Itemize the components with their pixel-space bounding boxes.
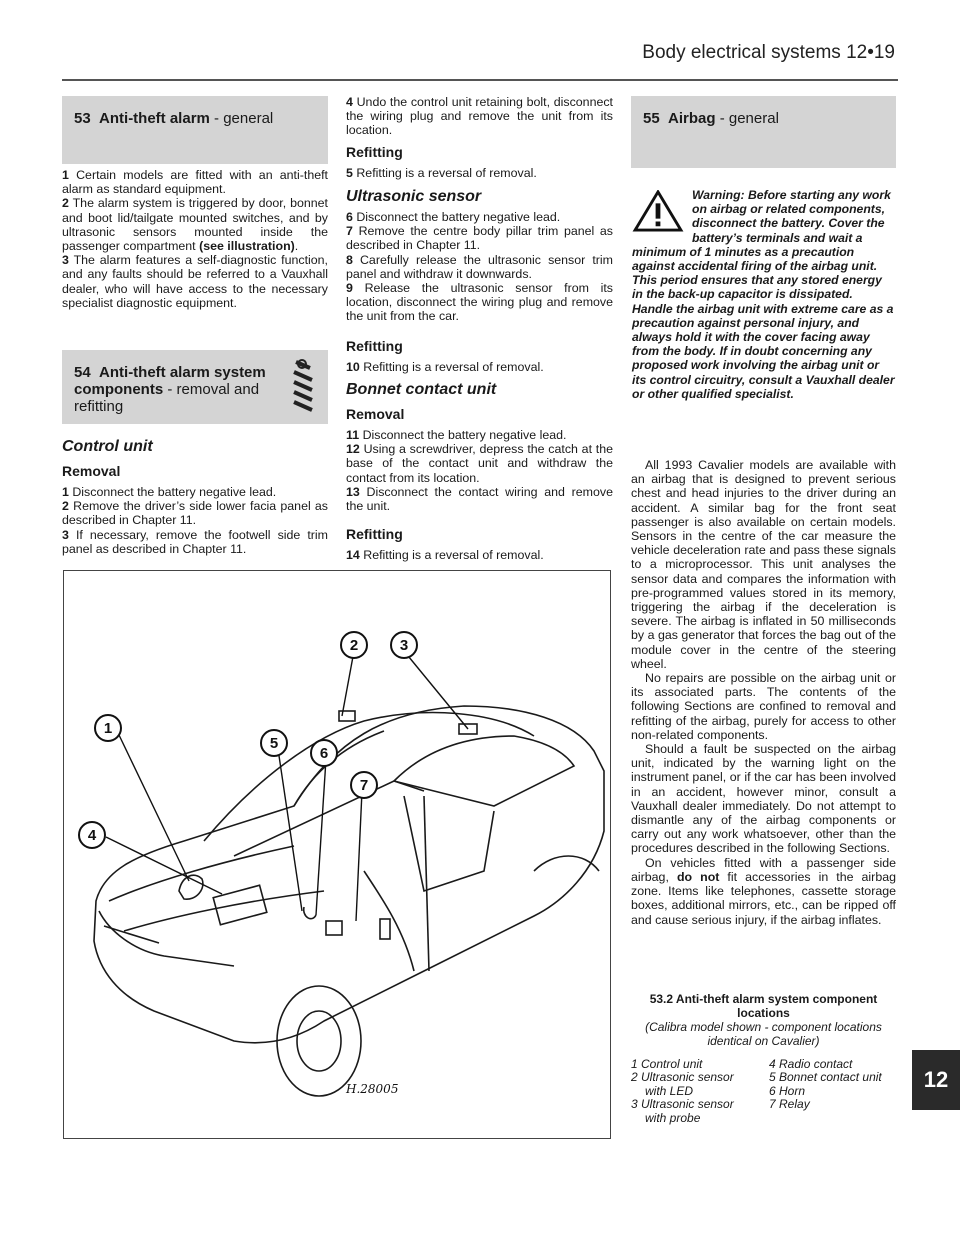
ultrasonic-steps: [346, 210, 613, 324]
paragraph: 11 Disconnect the battery negative lead.: [346, 428, 567, 442]
airbag-warning: Warning: Before starting any work on airbag or related components, disconnect the battery. Cover the battery’s terminals and wait a minimum of 1 minutes as a precaution against accidental firing of the airbag unit. This period ensures that any stored energy in the back-up capacitor is dissipated. Handle the airbag unit with extreme care as a precaution against personal injury, and always hold it with the cover facing away from the body. If in doubt concerning any proposed work involving the airbag unit or its control circuitry, consult a Vauxhall dealer or other qualified specialist.: [632, 188, 895, 401]
paragraph: 1 Certain models are fitted with an anti-theft alarm as standard equipment.: [62, 168, 328, 197]
heading-refitting: Refitting: [346, 526, 403, 542]
callout-7: 7: [359, 777, 369, 794]
header-rule: [62, 79, 898, 81]
paragraph: 3 If necessary, remove the footwell side trim panel as described in Chapter 11.: [62, 527, 328, 556]
callout-2: 2: [349, 637, 359, 654]
control-unit-steps: [62, 485, 328, 556]
callout-5: 5: [269, 735, 279, 752]
heading-refitting: Refitting: [346, 144, 403, 160]
section-54-heading: 54 Anti-theft alarm system components - removal and refitting: [62, 350, 328, 424]
callout-1: 1: [103, 720, 113, 737]
refit-step-10: 10 Refitting is a reversal of removal.: [346, 360, 544, 374]
section-53-heading: 53 Anti-theft alarm - general: [62, 96, 328, 164]
heading-ultrasonic-sensor: Ultrasonic sensor: [346, 188, 482, 205]
refit-step-5: 5 Refitting is a reversal of removal.: [346, 166, 537, 180]
paragraph: No repairs are possible on the airbag unit or its associated parts. The contents of the following Sections are confined to removal and refitting of the airbag, purely for access to other non-related components.: [631, 671, 896, 742]
page-header: Body electrical systems 12•19: [642, 42, 895, 63]
figure-caption: [631, 992, 896, 1048]
section-53-body: [62, 168, 328, 310]
car-line-drawing: [64, 571, 610, 1138]
callout-3: 3: [399, 637, 409, 654]
paragraph: On vehicles fitted with a passenger side airbag, do not fit accessories in the airbag zone. Items like telephones, cassette storage boxes, additional mirrors, etc., can be ripped off and cause serious injury, if the airbag inflates.: [631, 855, 896, 927]
heading-refitting: Refitting: [346, 338, 403, 354]
paragraph: Should a fault be suspected on the airbag unit, indicated by the warning light on the instrument panel, or if the car has been involved in an accident, however minor, consult a Vauxhall dealer immediately. Do not attempt to dismantle any of the airbag components or carry out any work whatsoever, other than the procedures described in the following Sections.: [631, 742, 896, 856]
section-55-heading: 55 Airbag - general: [631, 96, 896, 168]
legend-right: 4 Radio contact 5 Bonnet contact unit 6 Horn 7 Relay: [769, 1057, 882, 1112]
paragraph: 3 The alarm features a self-diagnostic function, and any faults should be referred to a Vauxhall dealer, who will have access to the necessary specialist diagnostic equipment.: [62, 253, 328, 310]
chapter-tab: 12: [912, 1050, 960, 1110]
heading-control-unit: Control unit: [62, 438, 153, 455]
heading-removal: Removal: [346, 406, 405, 422]
heading-removal: Removal: [62, 463, 121, 479]
airbag-body: [631, 458, 896, 927]
refit-step-14: 14 Refitting is a reversal of removal.: [346, 548, 544, 562]
figure-car-illustration: [63, 570, 611, 1139]
heading-bonnet-contact-unit: Bonnet contact unit: [346, 381, 497, 398]
paragraph: 13 Disconnect the contact wiring and remove the unit.: [346, 484, 613, 514]
caption-title: 53.2 Anti-theft alarm system component locations: [649, 992, 878, 1020]
paragraph: 12 Using a screwdriver, depress the catch at the base of the contact unit and withdraw the contact from its location.: [346, 442, 613, 485]
paragraph: 6 Disconnect the battery negative lead.: [346, 210, 561, 224]
legend-left: 1 Control unit 2 Ultrasonic sensor with LED 3 Ultrasonic sensor with probe: [631, 1057, 734, 1125]
warning-triangle-icon: [632, 190, 684, 232]
control-unit-step-4: [346, 95, 613, 138]
callout-6: 6: [319, 745, 329, 762]
bonnet-steps: [346, 428, 613, 513]
difficulty-spanner-icon: [290, 358, 318, 418]
caption-subtitle: (Calibra model shown - component locations identical on Cavalier): [645, 1020, 882, 1048]
paragraph: 7 Remove the centre body pillar trim panel as described in Chapter 11.: [346, 224, 613, 253]
figure-ref: H.28005: [346, 1082, 399, 1096]
paragraph: 4 Undo the control unit retaining bolt, disconnect the wiring plug and remove the unit from its location.: [346, 95, 613, 138]
paragraph: 1 Disconnect the battery negative lead.: [62, 485, 277, 499]
paragraph: 8 Carefully release the ultrasonic sensor trim panel and withdraw it downwards.: [346, 252, 613, 281]
callout-4: 4: [87, 827, 97, 844]
paragraph: 2 The alarm system is triggered by door, bonnet and boot lid/tailgate mounted switches, and by ultrasonic sensors mounted inside the passenger compartment (see illustration).: [62, 196, 328, 254]
paragraph: 9 Release the ultrasonic sensor from its location, disconnect the wiring plug and remove the unit from the car.: [346, 281, 613, 324]
paragraph: All 1993 Cavalier models are available with an airbag that is designed to prevent serious chest and head injuries to the driver during an accident. A similar bag for the front seat passenger is also available on certain models. Sensors in the centre of the car measure the vehicle deceleration rate and pass these signals to a microprocessor. This unit analyses the sensor data and compares the information with pre-programmed values stored in its memory, triggering the airbag if the deceleration is severe. The airbag is inflated in 50 milliseconds by a gas generator that forces the bag out of the module cover in the centre of the steering wheel.: [631, 458, 896, 671]
paragraph: 2 Remove the driver’s side lower facia panel as described in Chapter 11.: [62, 499, 329, 528]
